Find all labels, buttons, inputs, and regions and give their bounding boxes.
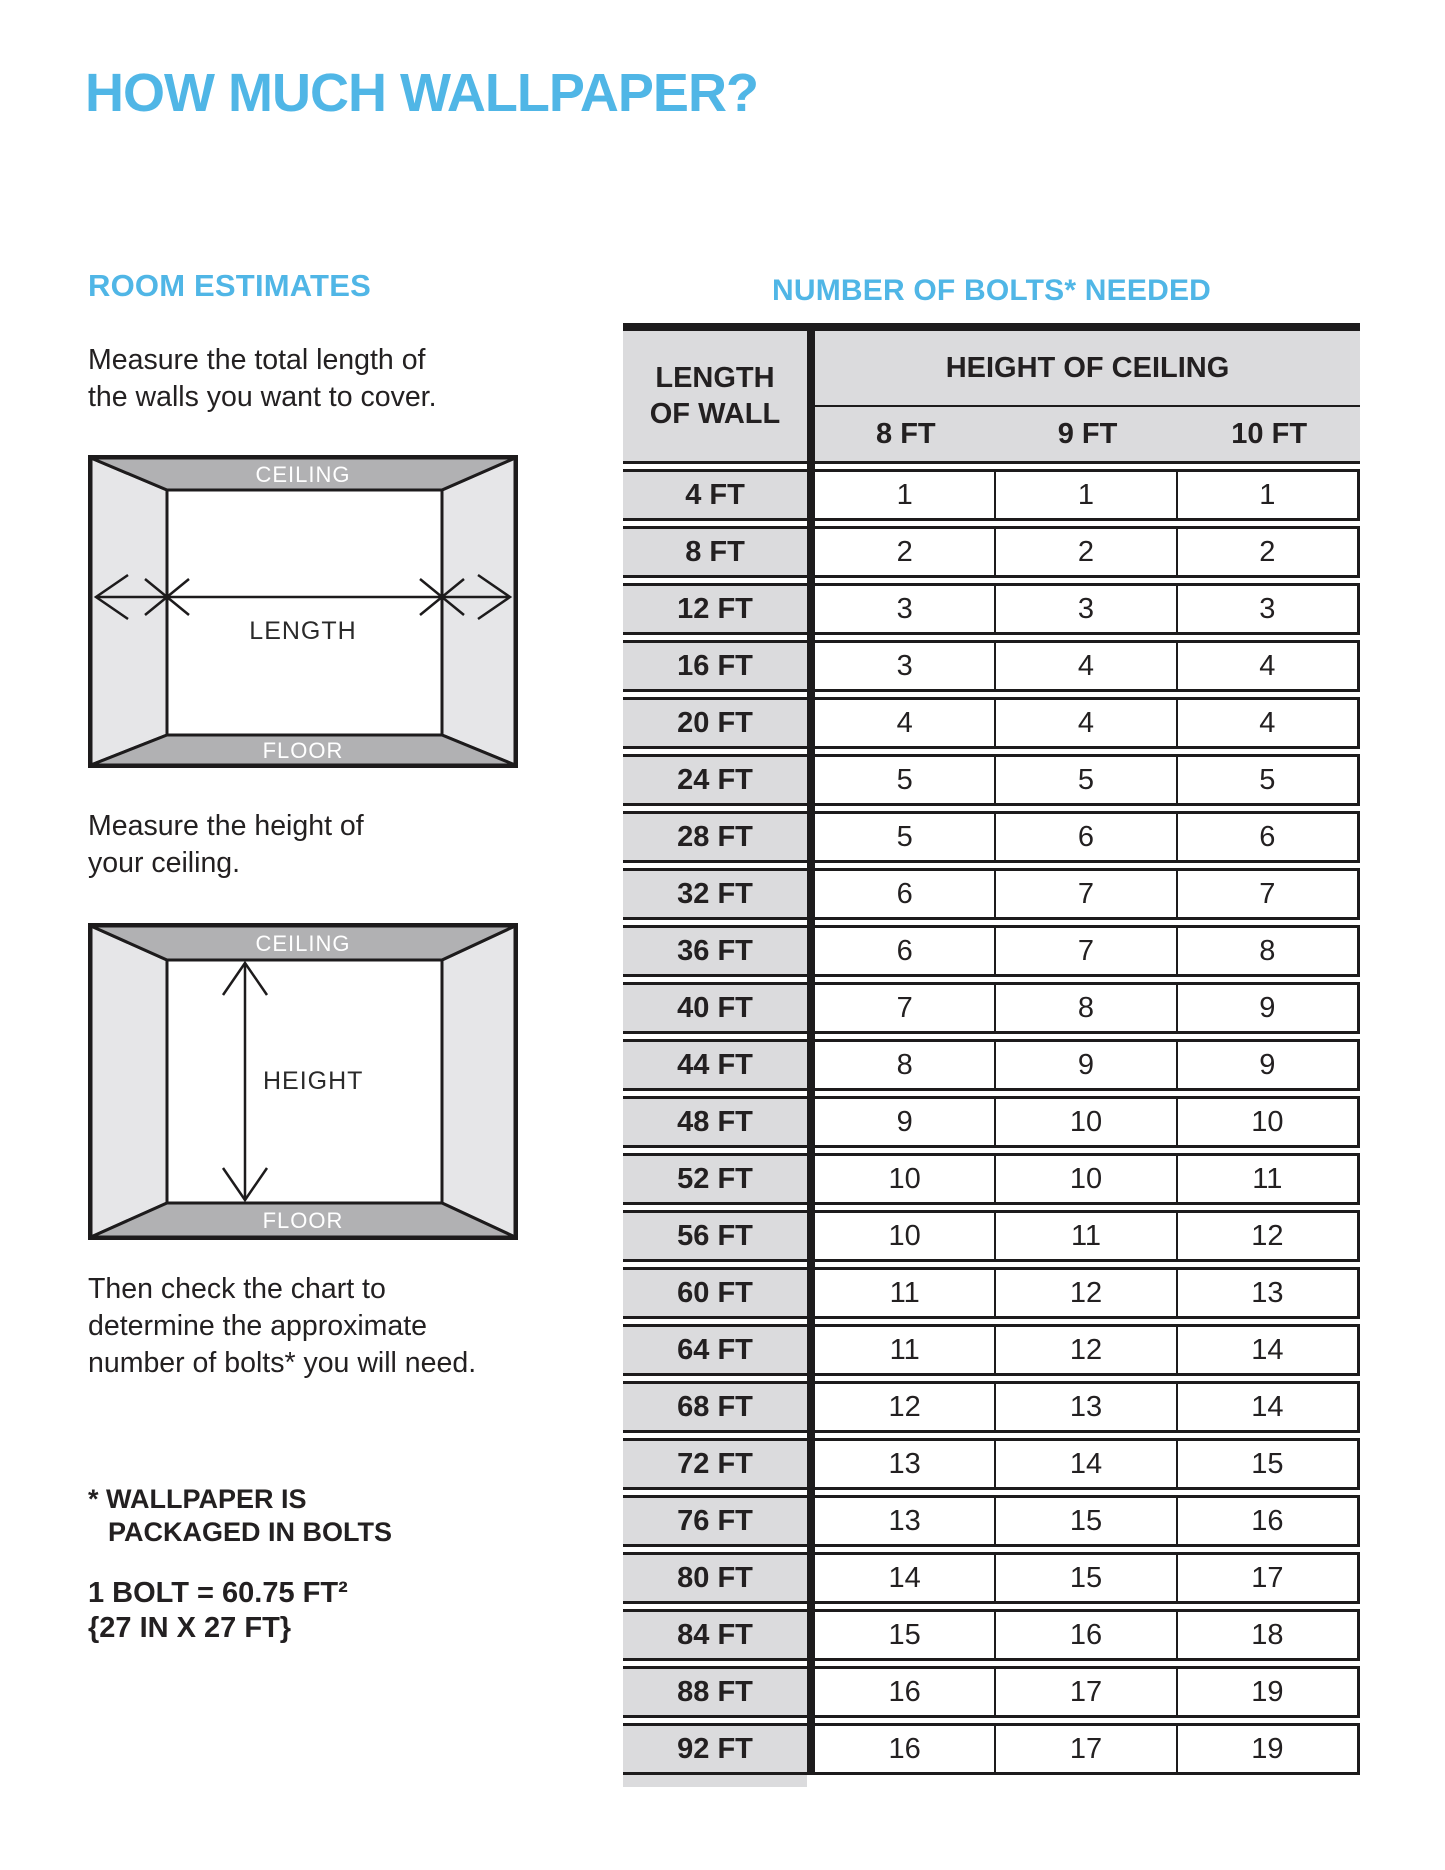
bolt-count-cell: 15 <box>994 1495 1175 1547</box>
bolt-count-cell: 7 <box>994 868 1175 920</box>
bolt-count-cell: 3 <box>815 640 994 692</box>
bolt-count-cell: 10 <box>994 1153 1175 1205</box>
bolt-count-cell: 16 <box>815 1723 994 1775</box>
bolt-count-cell: 5 <box>815 811 994 863</box>
table-row <box>623 697 1360 749</box>
wall-length-label: 56 FT <box>623 1210 807 1262</box>
bolt-count-cell: 9 <box>1176 1039 1360 1091</box>
bolt-count-cell: 7 <box>994 925 1175 977</box>
left-wall <box>91 458 167 765</box>
table-row <box>623 1381 1360 1433</box>
wall-length-label: 36 FT <box>623 925 807 977</box>
bolt-count-cell: 10 <box>994 1096 1175 1148</box>
wall-length-label: 76 FT <box>623 1495 807 1547</box>
floor-label: FLOOR <box>262 738 344 763</box>
table-row <box>623 1096 1360 1148</box>
table-row <box>623 583 1360 635</box>
table-row <box>623 754 1360 806</box>
bolt-count-cell: 14 <box>1176 1381 1360 1433</box>
bolt-count-cell: 16 <box>1176 1495 1360 1547</box>
bolt-count-cell: 12 <box>1176 1210 1360 1262</box>
wall-length-label: 68 FT <box>623 1381 807 1433</box>
bolt-count-cell: 11 <box>994 1210 1175 1262</box>
table-row <box>623 1723 1360 1775</box>
bolt-count-cell: 17 <box>994 1666 1175 1718</box>
wall-length-label: 92 FT <box>623 1723 807 1775</box>
wall-length-label: 4 FT <box>623 469 807 521</box>
bolt-count-cell: 1 <box>994 469 1175 521</box>
bolt-count-cell: 6 <box>815 868 994 920</box>
bolts-table <box>623 323 1360 1775</box>
table-row <box>623 526 1360 578</box>
instruction-paragraph-length: Measure the total length of the walls you want to cover. <box>88 344 437 413</box>
bolt-count-cell: 16 <box>815 1666 994 1718</box>
bolt-count-cell: 12 <box>994 1324 1175 1376</box>
table-row <box>623 469 1360 521</box>
bolt-count-cell: 11 <box>1176 1153 1360 1205</box>
wall-length-label: 80 FT <box>623 1552 807 1604</box>
ceiling-height-column-header: 9 FT <box>1057 417 1118 450</box>
bolt-count-cell: 9 <box>815 1096 994 1148</box>
table-row <box>623 925 1360 977</box>
bolt-count-cell: 18 <box>1176 1609 1360 1661</box>
back-wall <box>167 490 442 735</box>
label-column-stub <box>623 1775 807 1787</box>
bolt-count-cell: 1 <box>1176 469 1360 521</box>
bolt-count-cell: 2 <box>1176 526 1360 578</box>
bolt-count-cell: 13 <box>994 1381 1175 1433</box>
bolt-count-cell: 7 <box>815 982 994 1034</box>
bolt-count-cell: 4 <box>994 697 1175 749</box>
wall-length-label: 64 FT <box>623 1324 807 1376</box>
bolt-count-cell: 3 <box>994 583 1175 635</box>
table-row <box>623 868 1360 920</box>
wallpaper-footnote: * WALLPAPER IS PACKAGED IN BOLTS <box>88 1484 393 1547</box>
bolt-equation: 1 BOLT = 60.75 FT² {27 IN X 27 FT} <box>88 1577 348 1644</box>
table-row <box>623 1666 1360 1718</box>
bolt-count-cell: 16 <box>994 1609 1175 1661</box>
bolt-count-cell: 1 <box>815 469 994 521</box>
bolt-count-cell: 2 <box>994 526 1175 578</box>
wall-length-label: 32 FT <box>623 868 807 920</box>
bolt-count-cell: 10 <box>1176 1096 1360 1148</box>
bolt-count-cell: 12 <box>815 1381 994 1433</box>
bolt-count-cell: 13 <box>815 1438 994 1490</box>
bolt-count-cell: 8 <box>815 1039 994 1091</box>
table-row <box>623 1210 1360 1262</box>
bolt-count-cell: 19 <box>1176 1723 1360 1775</box>
bolt-count-cell: 15 <box>1176 1438 1360 1490</box>
bolt-count-cell: 15 <box>994 1552 1175 1604</box>
left-wall <box>91 926 167 1237</box>
bolt-count-cell: 15 <box>815 1609 994 1661</box>
bolt-count-cell: 11 <box>815 1267 994 1319</box>
wall-length-label: 44 FT <box>623 1039 807 1091</box>
wall-length-label: 20 FT <box>623 697 807 749</box>
length-label: LENGTH <box>249 617 357 645</box>
height-label: HEIGHT <box>263 1067 364 1095</box>
wall-length-label: 84 FT <box>623 1609 807 1661</box>
right-wall <box>442 458 515 765</box>
ceiling-height-column-header: 8 FT <box>876 417 936 450</box>
bolt-count-cell: 10 <box>815 1153 994 1205</box>
bolt-count-cell: 10 <box>815 1210 994 1262</box>
bolt-count-cell: 13 <box>1176 1267 1360 1319</box>
table-row <box>623 1267 1360 1319</box>
instruction-paragraph-chart: Then check the chart to determine the approximate number of bolts* you will need. <box>88 1273 477 1379</box>
table-column-divider <box>807 323 815 1775</box>
bolt-count-cell: 19 <box>1176 1666 1360 1718</box>
instruction-paragraph-height: Measure the height of your ceiling. <box>88 810 364 879</box>
bolt-count-cell: 14 <box>815 1552 994 1604</box>
bolt-count-cell: 14 <box>994 1438 1175 1490</box>
table-header <box>623 331 1360 464</box>
wall-length-label: 12 FT <box>623 583 807 635</box>
bolt-count-cell: 9 <box>1176 982 1360 1034</box>
section-heading-room-estimates: ROOM ESTIMATES <box>88 268 371 303</box>
bolt-count-cell: 7 <box>1176 868 1360 920</box>
bolt-count-cell: 2 <box>815 526 994 578</box>
bolt-count-cell: 4 <box>994 640 1175 692</box>
table-row <box>623 1609 1360 1661</box>
length-of-wall-header: LENGTH OF WALL <box>623 331 807 461</box>
table-row <box>623 1495 1360 1547</box>
bolt-count-cell: 4 <box>815 697 994 749</box>
bolt-count-cell: 6 <box>1176 811 1360 863</box>
bolt-count-cell: 5 <box>994 754 1175 806</box>
table-row <box>623 1153 1360 1205</box>
wall-length-label: 28 FT <box>623 811 807 863</box>
wall-length-label: 48 FT <box>623 1096 807 1148</box>
ceiling-label: CEILING <box>255 931 351 956</box>
wall-length-label: 40 FT <box>623 982 807 1034</box>
bolt-count-cell: 17 <box>994 1723 1175 1775</box>
table-row <box>623 1324 1360 1376</box>
wall-length-label: 88 FT <box>623 1666 807 1718</box>
bolt-count-cell: 5 <box>1176 754 1360 806</box>
table-row <box>623 1438 1360 1490</box>
bolt-count-cell: 14 <box>1176 1324 1360 1376</box>
bolt-count-cell: 8 <box>1176 925 1360 977</box>
wall-length-label: 52 FT <box>623 1153 807 1205</box>
ceiling-height-columns <box>815 407 1360 461</box>
floor-label: FLOOR <box>262 1208 344 1233</box>
table-row <box>623 982 1360 1034</box>
right-wall <box>442 926 515 1237</box>
wall-length-label: 60 FT <box>623 1267 807 1319</box>
room-height-diagram <box>88 923 518 1240</box>
bolt-count-cell: 4 <box>1176 697 1360 749</box>
bolt-count-cell: 11 <box>815 1324 994 1376</box>
table-row <box>623 811 1360 863</box>
bolt-count-cell: 9 <box>994 1039 1175 1091</box>
ceiling-label: CEILING <box>255 462 351 487</box>
ceiling-height-column-header: 10 FT <box>1231 417 1308 450</box>
table-top-border <box>623 323 1360 331</box>
bolt-count-cell: 4 <box>1176 640 1360 692</box>
table-row <box>623 640 1360 692</box>
wall-length-label: 16 FT <box>623 640 807 692</box>
bolt-count-cell: 13 <box>815 1495 994 1547</box>
page-title: HOW MUCH WALLPAPER? <box>85 63 758 123</box>
wall-length-label: 8 FT <box>623 526 807 578</box>
table-heading: NUMBER OF BOLTS* NEEDED <box>771 274 1212 307</box>
bolt-count-cell: 6 <box>815 925 994 977</box>
room-length-diagram <box>88 455 518 768</box>
bolt-count-cell: 3 <box>1176 583 1360 635</box>
bolt-count-cell: 8 <box>994 982 1175 1034</box>
wall-length-label: 72 FT <box>623 1438 807 1490</box>
height-of-ceiling-header: HEIGHT OF CEILING <box>815 331 1360 407</box>
wall-length-label: 24 FT <box>623 754 807 806</box>
bolt-count-cell: 5 <box>815 754 994 806</box>
bolt-count-cell: 17 <box>1176 1552 1360 1604</box>
bolt-count-cell: 3 <box>815 583 994 635</box>
bolt-count-cell: 6 <box>994 811 1175 863</box>
bolt-count-cell: 12 <box>994 1267 1175 1319</box>
table-row <box>623 1039 1360 1091</box>
table-row <box>623 1552 1360 1604</box>
